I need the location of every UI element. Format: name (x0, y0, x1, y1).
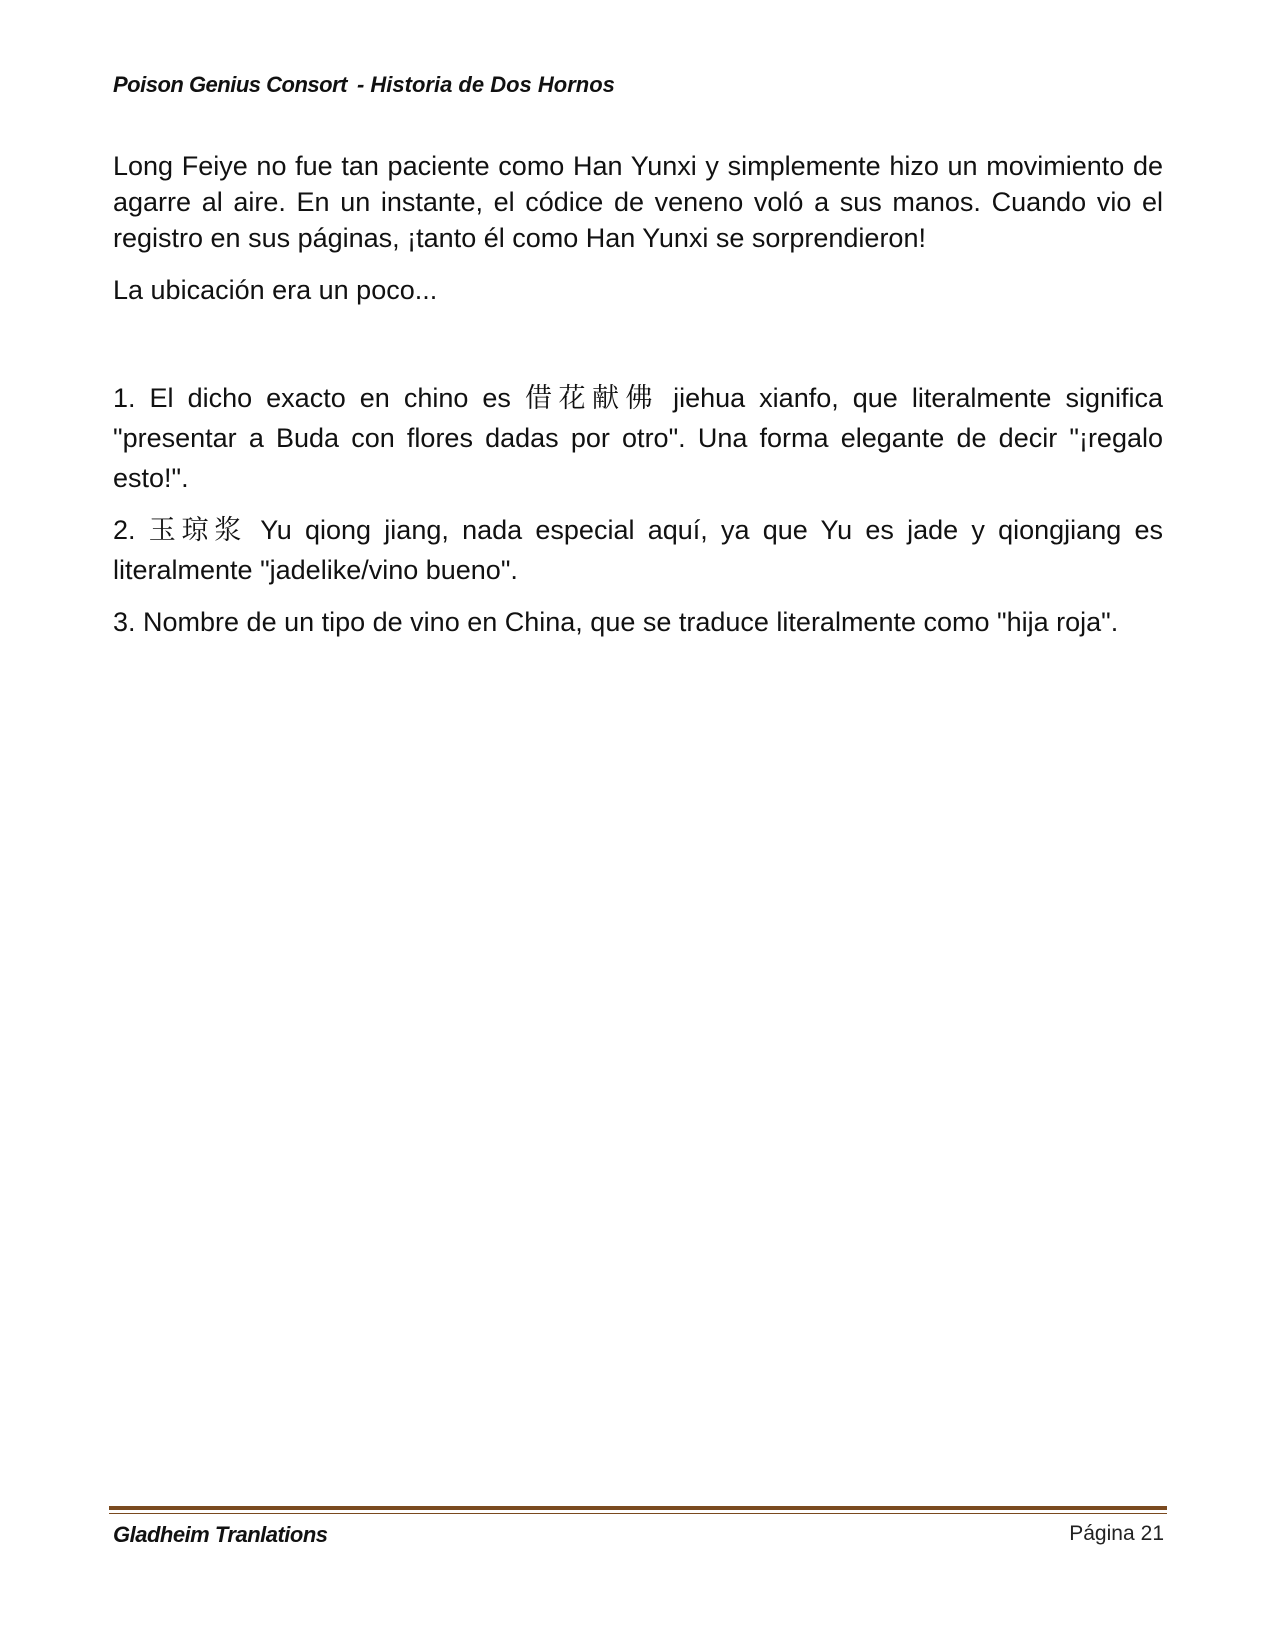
body-paragraph: Long Feiye no fue tan paciente como Han Yunxi y simplemente hizo un movimiento de agarre al aire. En un instante, el códice de veneno voló a sus manos. Cuando vio el registro en sus páginas, ¡tanto él como Han Yunxi se sorprendieron! (113, 151, 1163, 253)
page-header (113, 72, 615, 98)
page-number: 21 (1140, 1522, 1164, 1545)
novel-title: Poison Genius Consort (113, 72, 347, 97)
page-content (113, 148, 1163, 654)
footnote-3: 3. Nombre de un tipo de vino en China, que se traduce literalmente como "hija roja". (113, 607, 1119, 637)
chapter-title: - Historia de Dos Hornos (356, 72, 615, 97)
page-label: Página (1069, 1522, 1135, 1545)
body-paragraph: La ubicación era un poco... (113, 275, 438, 305)
footer-divider-thin (109, 1513, 1167, 1514)
footer-page-info (1069, 1522, 1164, 1546)
footer-publisher: Gladheim Tranlations (113, 1522, 328, 1547)
footnote-1: 1. El dicho exacto en chino es 借花献佛 jiehua xianfo, que literalmente significa "presentar a Buda con flores dadas por otro". Una forma elegante de decir "¡regalo esto!". (113, 383, 1163, 493)
footer-divider (109, 1506, 1167, 1510)
footnote-2: 2. 玉琼浆 Yu qiong jiang, nada especial aquí, ya que Yu es jade y qiongjiang es literalmente "jadelike/vino bueno". (113, 515, 1163, 585)
